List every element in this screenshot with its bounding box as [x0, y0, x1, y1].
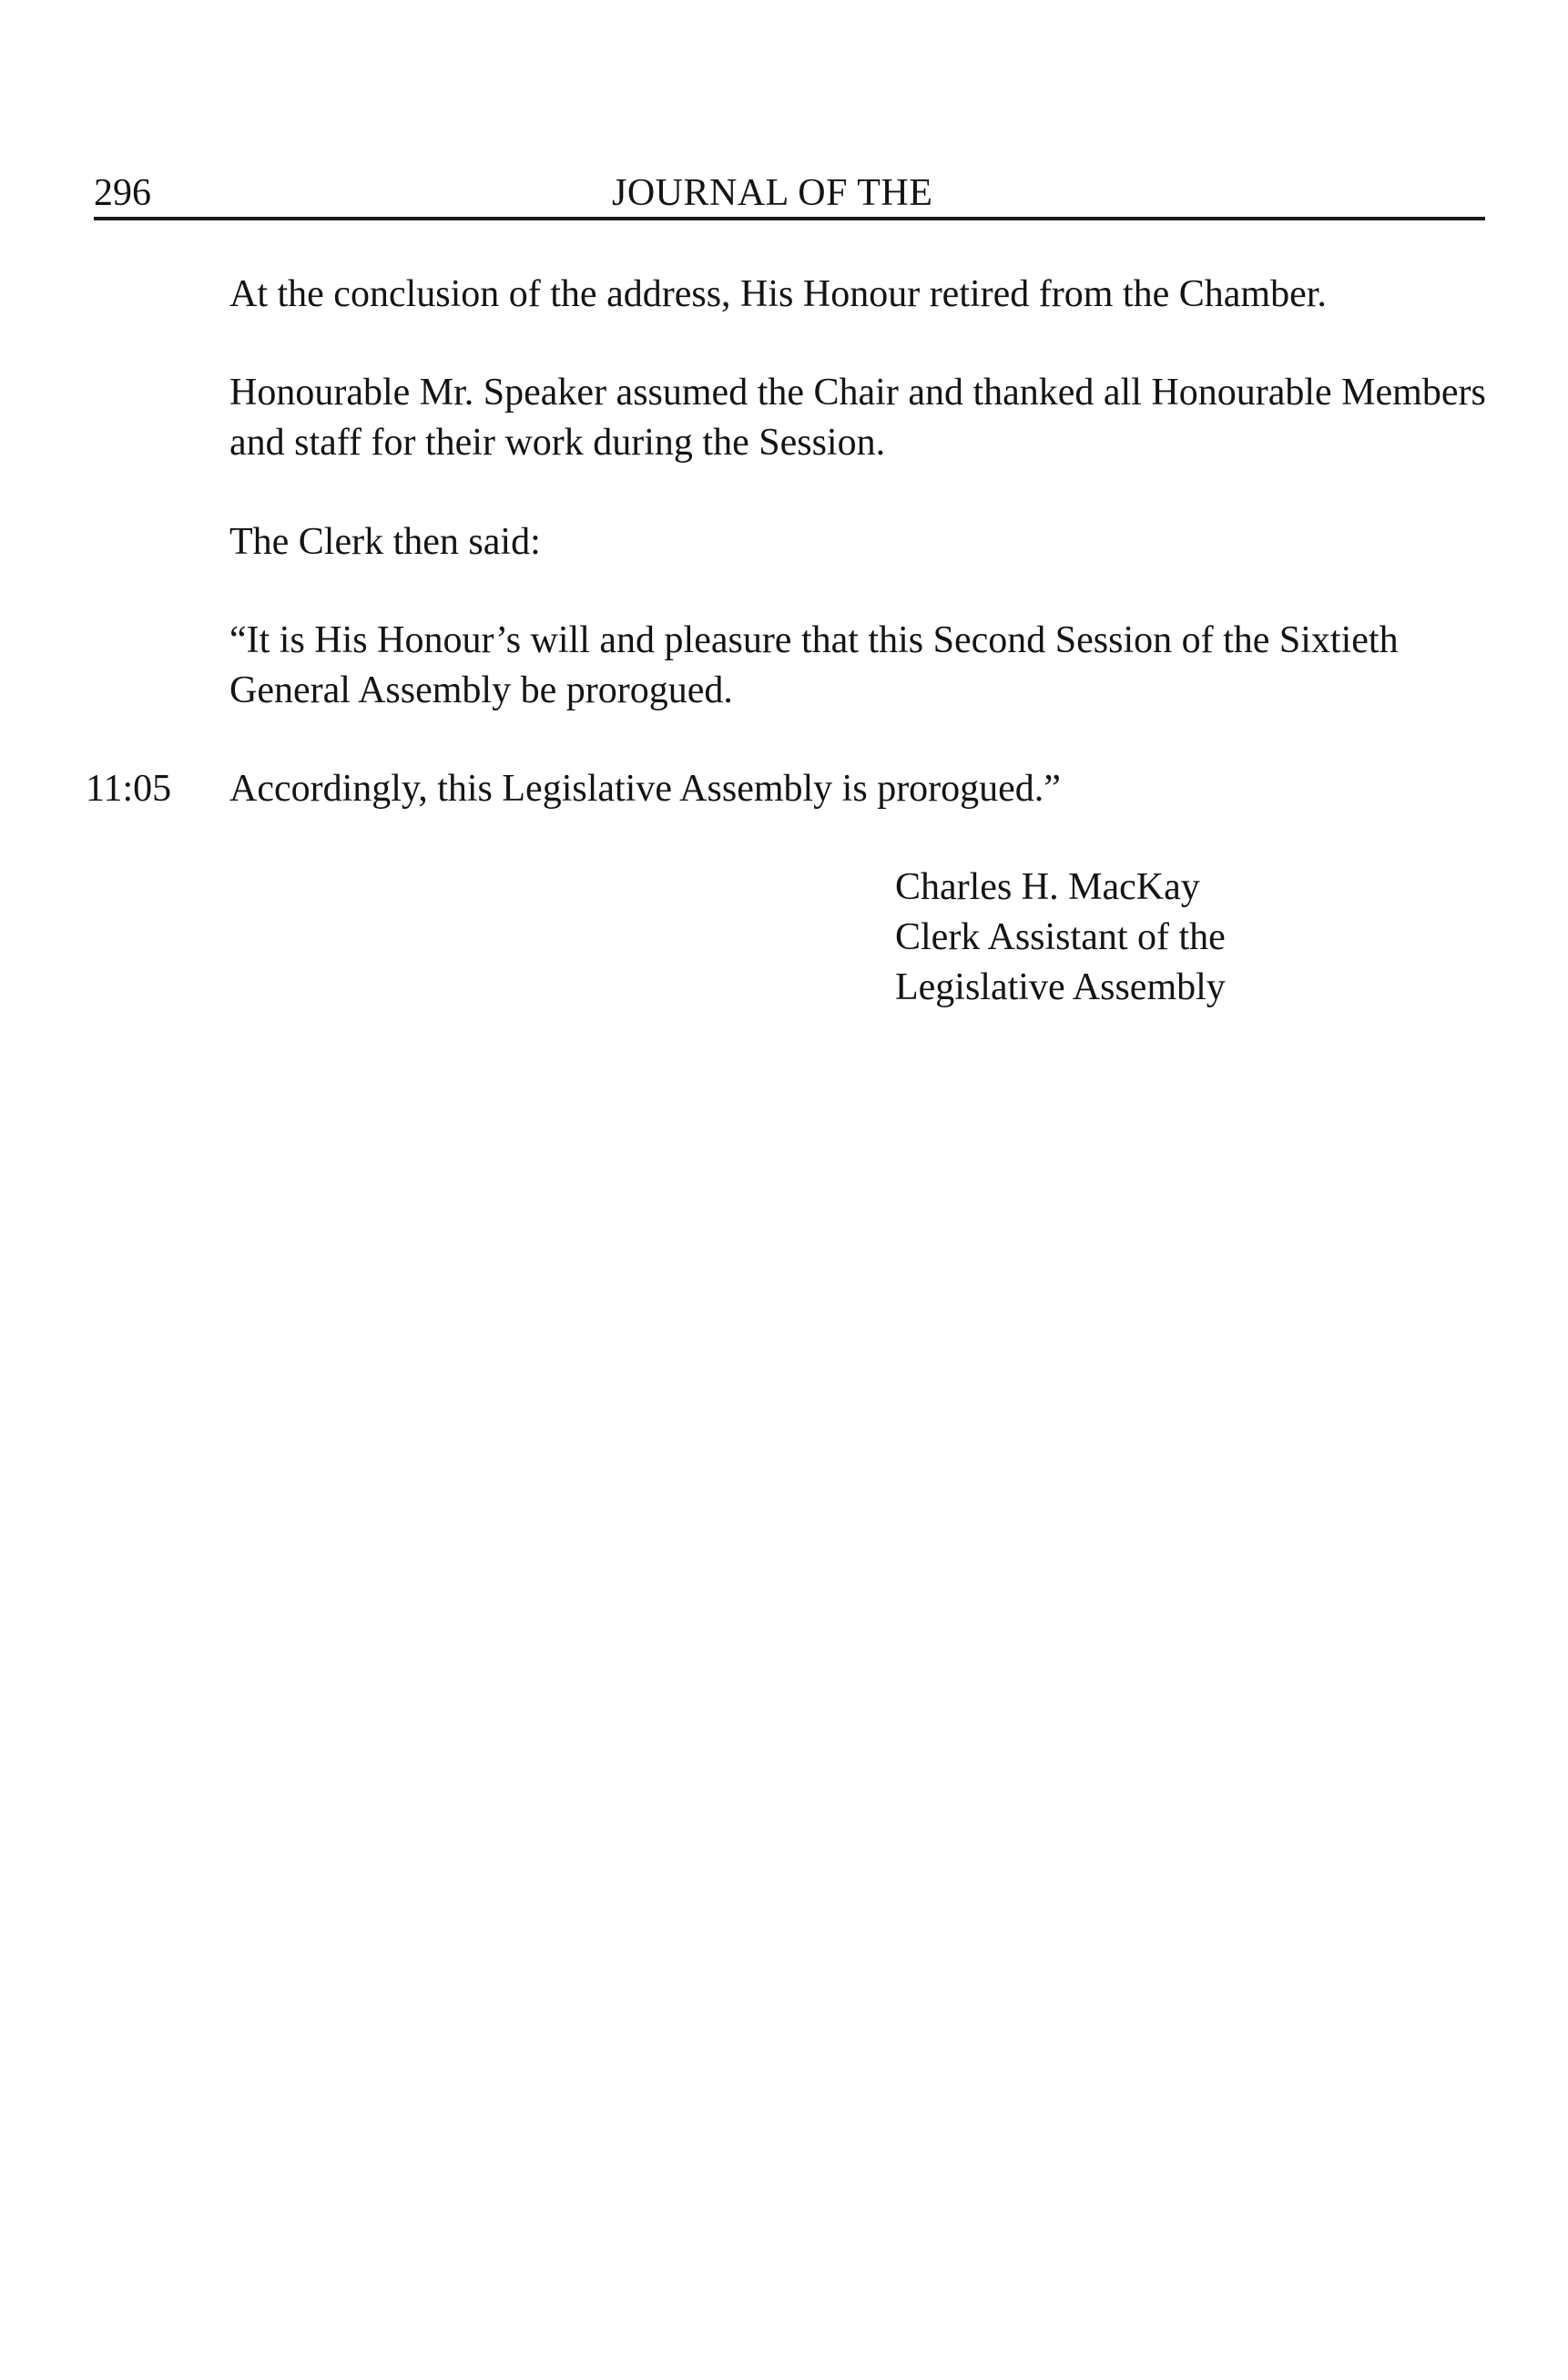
signature-block	[895, 863, 1226, 1013]
paragraph-speaker: Honourable Mr. Speaker assumed the Chair and thanked all Honourable Members and staff for their work during the Session.	[229, 372, 1486, 464]
margin-time: 11:05	[86, 768, 172, 810]
running-head: JOURNAL OF THE	[612, 172, 933, 214]
page-header	[94, 169, 1485, 220]
paragraph-conclusion: At the conclusion of the address, His Honour retired from the Chamber.	[229, 273, 1327, 315]
paragraph-prorogued: Accordingly, this Legislative Assembly is prorogued.”	[229, 768, 1061, 810]
signatory-name: Charles H. MacKay	[895, 866, 1200, 908]
signatory-title-line1: Clerk Assistant of the	[895, 916, 1226, 958]
paragraph-clerk-said: The Clerk then said:	[229, 521, 541, 563]
page-number: 296	[94, 172, 151, 214]
paragraph-prorogation-quote: “It is His Honour’s will and pleasure that this Second Session of the Sixtieth General Assembly be prorogued.	[229, 619, 1399, 711]
signatory-title-line2: Legislative Assembly	[895, 966, 1226, 1008]
